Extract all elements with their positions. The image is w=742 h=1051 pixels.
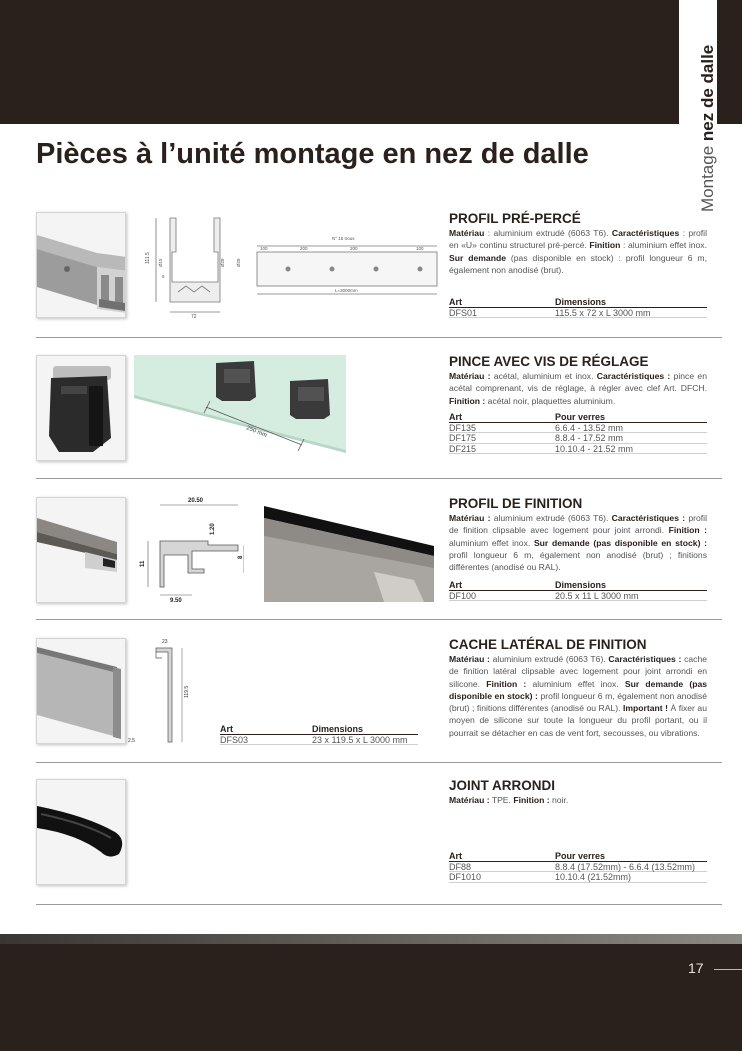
description-text: aluminium extrudé (6063 T6).: [489, 654, 609, 664]
cell-art: Art: [449, 297, 462, 307]
product-description: [449, 794, 707, 806]
description-text: profil longueur 6 m, également non anodisé (brut) ; finitions différentes (anodisé ou RAL).: [449, 690, 708, 714]
table-row: [449, 433, 707, 444]
table-row: [449, 444, 707, 455]
table-header: [449, 297, 707, 308]
section-tab-label: Montage nez de dalle: [698, 44, 717, 212]
cell-value: 6.6.4 - 13.52 mm: [555, 422, 624, 433]
dim-width: 72: [191, 314, 197, 320]
description-text: acétal, aluminium et inox.: [490, 371, 597, 381]
cell-art: Art: [449, 580, 462, 590]
page-title: Pièces à l’unité montage en nez de dalle: [36, 138, 589, 170]
product-photo: [36, 497, 126, 603]
cell-value: 20.5 x 11 L 3000 mm: [555, 590, 639, 601]
description-text: : aluminium extrudé (6063 T6).: [484, 228, 612, 238]
cell-value: Pour verres: [555, 412, 606, 422]
product-profil-pre-perce: [36, 212, 722, 326]
description-label: Caractéristiques :: [611, 513, 686, 523]
spec-table: [449, 412, 707, 454]
dim-b: 9.50: [170, 598, 182, 603]
product-title: PINCE AVEC VIS DE RÉGLAGE: [449, 354, 649, 369]
table-row: [449, 872, 707, 883]
description-label: Matériau :: [449, 795, 490, 805]
description-label: Caractéristiques: [611, 228, 680, 238]
spec-table: [220, 724, 418, 745]
dim-h2: 8: [238, 555, 244, 559]
product-description: [449, 512, 707, 573]
cell-art: Art: [449, 412, 462, 422]
dim-s1: 100: [260, 246, 268, 251]
table-header: [220, 724, 418, 735]
product-photo: [36, 779, 126, 885]
table-row: [220, 735, 418, 746]
cell-value: 10.10.4 (21.52mm): [555, 872, 632, 882]
description-label: Caractéristiques :: [608, 654, 682, 664]
product-description: [449, 653, 707, 739]
technical-drawing: [134, 495, 244, 603]
cell-value: 8.8.4 (17.52mm) - 6.6.4 (13.52mm): [555, 861, 696, 872]
description-label: Finition :: [668, 525, 707, 536]
dim-t: 1.20: [210, 523, 216, 535]
description-label: Finition :: [513, 795, 550, 805]
dim-250: 250 mm: [245, 425, 268, 439]
description-text: pince en acétal comprenant, vis de réglage, à régler avec clef Art. DFCH.: [449, 371, 707, 394]
dim-s2: 200: [300, 246, 308, 251]
description-text: acétal noir, plaquettes aluminium.: [485, 395, 616, 406]
product-photo: [36, 355, 126, 461]
description-text: aluminium extrudé (6063 T6).: [490, 513, 612, 523]
description-text: aluminium effet inox.: [449, 537, 534, 548]
cell-value: Pour verres: [555, 851, 606, 861]
spec-table: [449, 297, 707, 318]
dim-six: 6: [162, 274, 165, 279]
cell-art: DF100: [449, 590, 477, 601]
product-title: PROFIL DE FINITION: [449, 496, 583, 511]
separator: [36, 762, 722, 763]
description-label: Sur demande: [449, 252, 506, 263]
table-row: [449, 308, 707, 319]
dim-s4: 100: [416, 246, 424, 251]
product-photo: [36, 212, 126, 318]
product-profil-finition: [36, 497, 722, 607]
description-text: (pas disponible en stock) : profil longueur 6 m, également non anodisé (brut).: [449, 252, 707, 275]
dim-d2: Ø28: [220, 258, 225, 267]
table-header: [449, 851, 707, 862]
description-text: profil de finition clipsable avec logement pour joint arrondi.: [449, 513, 707, 536]
header-band: [0, 0, 742, 124]
description-text: : profil en «U» continu structurel pré-percé.: [449, 228, 707, 251]
description-label: Finition :: [449, 395, 486, 406]
dim-h: 119.5: [184, 685, 190, 698]
technical-drawing: [126, 638, 206, 746]
cell-art: DFS03: [220, 734, 249, 745]
dim-w: 23: [162, 639, 168, 645]
cell-art: DF175: [449, 433, 477, 443]
dim-t: 2.5: [128, 738, 135, 744]
separator: [36, 478, 722, 479]
product-cache-lateral: [36, 638, 722, 748]
cell-value: 115.5 x 72 x L 3000 mm: [555, 307, 651, 318]
description-label: Finition: [589, 240, 621, 251]
dim-s3: 200: [350, 246, 358, 251]
description-text: TPE.: [489, 795, 514, 805]
product-title: PROFIL PRÉ-PERCÉ: [449, 211, 581, 226]
cell-art: DFS01: [449, 307, 478, 318]
footer-band: [0, 944, 742, 1051]
cell-art: DF88: [449, 861, 472, 872]
table-row: [449, 862, 707, 873]
description-label: Matériau: [449, 228, 485, 238]
section-tab: [679, 0, 717, 222]
cell-art: DF1010: [449, 872, 482, 882]
separator: [36, 904, 722, 905]
product-joint-arrondi: [36, 779, 722, 889]
description-label: Matériau :: [449, 371, 491, 381]
dim-h: 11: [140, 560, 146, 567]
profile-photo: [264, 506, 434, 602]
table-header: [449, 412, 707, 423]
description-text: profil longueur 6 m, également non anodisé (brut) ; finitions différentes (anodisé ou RAL).: [449, 549, 707, 573]
dim-d3: Ø28: [236, 258, 241, 267]
product-title: JOINT ARRONDI: [449, 778, 556, 793]
description-label: Matériau :: [449, 654, 490, 664]
cell-art: DF135: [449, 422, 477, 433]
cell-value: Dimensions: [312, 724, 364, 734]
cell-value: 23 x 119.5 x L 3000 mm: [312, 734, 408, 745]
table-row: [449, 591, 707, 602]
cell-value: 10.10.4 - 21.52 mm: [555, 443, 634, 454]
cell-value: Dimensions: [555, 297, 607, 307]
dim-holes: N° 15 trous: [332, 236, 355, 241]
cell-art: Art: [449, 851, 462, 861]
spec-table: [449, 851, 707, 883]
cell-art: Art: [220, 724, 233, 734]
page-number-rule: [714, 969, 742, 970]
page-number: 17: [688, 960, 704, 976]
table-header: [449, 580, 707, 591]
product-description: [449, 370, 707, 407]
spec-table: [449, 580, 707, 601]
cell-value: 8.8.4 - 17.52 mm: [555, 433, 624, 443]
dim-w: 20.50: [188, 498, 204, 504]
dim-d1: Ø15: [158, 258, 163, 267]
description-text: noir.: [549, 795, 569, 805]
description-label: Finition :: [486, 678, 527, 689]
description-label: Sur demande (pas disponible en stock) :: [449, 678, 708, 701]
installation-illustration: [134, 355, 346, 463]
description-label: Matériau :: [449, 513, 491, 523]
description-label: Caractéristiques :: [596, 371, 671, 381]
dim-height: 111.5: [145, 252, 151, 264]
product-description: [449, 227, 707, 276]
product-photo: [36, 638, 126, 744]
description-text: À fixer au moyen de silicone sur toute la longueur du profil portant, ou il pourrait se détacher en cas de vent fort, secousses, ou vibrations.: [449, 703, 707, 738]
separator: [36, 619, 722, 620]
table-row: [449, 423, 707, 434]
description-text: cache de finition latéral clipsable avec logement pour joint arrondi en silicone.: [449, 654, 708, 689]
product-pince: [36, 355, 722, 465]
cell-value: Dimensions: [555, 580, 607, 590]
separator: [36, 337, 722, 338]
description-label: Important !: [622, 703, 668, 714]
description-text: : aluminium effet inox.: [620, 240, 707, 251]
dim-length: L=3000mm: [335, 288, 358, 293]
cell-art: DF215: [449, 443, 477, 454]
footer-strip: [0, 934, 742, 944]
description-text: aluminium effet inox.: [526, 678, 625, 689]
description-label: Sur demande (pas disponible en stock) :: [533, 537, 707, 548]
product-title: CACHE LATÉRAL DE FINITION: [449, 637, 647, 652]
technical-drawing: [140, 212, 440, 322]
